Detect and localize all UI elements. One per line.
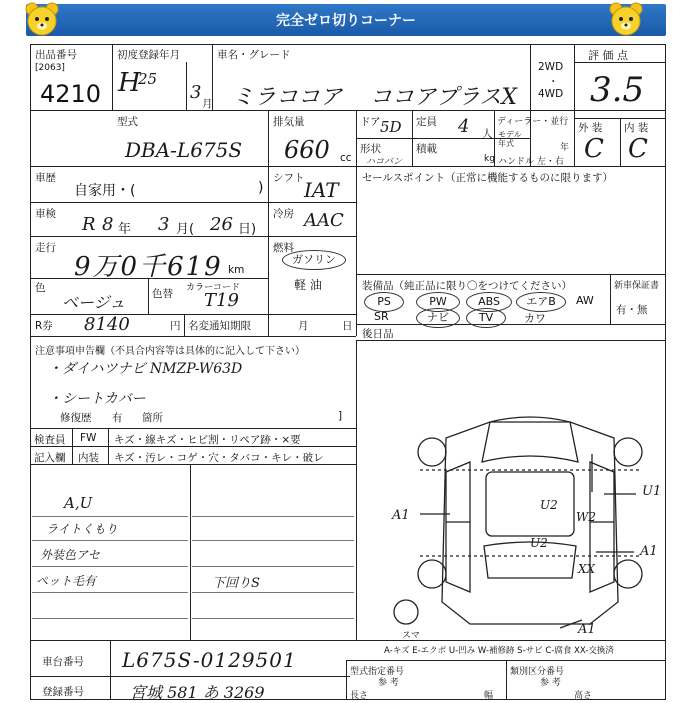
inspection-label: 車検	[35, 208, 56, 220]
divider	[356, 340, 666, 341]
dealer-label: ディーラー・並行	[497, 117, 569, 127]
divider	[184, 314, 185, 336]
usage: 自家用・(	[74, 183, 136, 199]
repair-place: 箇所	[142, 412, 163, 424]
divider	[72, 428, 73, 464]
car-name-label: 車名・グレード	[217, 49, 291, 61]
rule-line	[32, 516, 188, 517]
divider	[268, 166, 269, 336]
sales-points-label: セールスポイント（正常に機能するものに限ります）	[362, 172, 614, 184]
divider	[356, 324, 666, 325]
mark-u2-mid: U2	[530, 536, 548, 550]
divider	[30, 314, 356, 315]
inspection-day: 26	[210, 214, 233, 235]
ac: AAC	[304, 210, 344, 231]
fuel-diesel: 軽 油	[294, 278, 322, 292]
rule-line	[32, 540, 188, 541]
month-unit: 月	[202, 98, 213, 110]
car-name: ミラココア	[232, 85, 343, 110]
delivery-later-label: 後日品	[362, 328, 394, 340]
score-label: 評 価 点	[588, 49, 628, 62]
width-label: 幅	[484, 691, 494, 701]
shift: IAT	[304, 178, 339, 202]
model-year-label: モデル年式	[498, 130, 522, 148]
drive-dot: ・	[548, 76, 559, 88]
designated-number-label: 型式指定番号	[350, 667, 405, 677]
handwritten-note-2: ライトくもり	[46, 522, 118, 536]
divider	[506, 660, 507, 700]
first-registration-era: H	[118, 68, 141, 98]
divider	[30, 640, 666, 641]
score: 3.5	[590, 70, 645, 110]
exterior-grade: C	[584, 134, 604, 164]
handwritten-note-1: A,U	[64, 494, 93, 512]
fuel-gasoline-circled: ガソリン	[282, 250, 346, 270]
rule-line	[192, 592, 354, 593]
interior-label: 内 装	[624, 122, 649, 134]
day-unit: 日	[342, 320, 353, 332]
notes-label: 注意事項申告欄（不具合内容等は具体的に記入して下さい）	[35, 346, 305, 357]
mileage-label: 走行	[35, 242, 56, 254]
inspection-day-unit: 日)	[238, 222, 257, 237]
equipment-airbag: エアB	[516, 292, 566, 312]
year-unit: 年	[560, 143, 570, 153]
fw-row: キズ・線キズ・ヒビ割・リペア跡・×要	[114, 434, 301, 446]
door-label: ドア	[360, 116, 381, 128]
body-type: ハコバン	[366, 157, 403, 167]
divider	[30, 428, 356, 429]
model-label: 型式	[117, 116, 138, 128]
entry-label: 記入欄	[34, 452, 66, 464]
drive-4wd: 4WD	[538, 88, 564, 100]
mileage: 9万0千619	[74, 252, 223, 282]
drive-2wd: 2WD	[538, 61, 564, 73]
inspection-year-unit: 年	[118, 222, 132, 237]
divider	[190, 464, 191, 640]
inspection-year: 8	[102, 214, 114, 235]
color: ベージュ	[62, 293, 126, 312]
color-change-label: 色替	[152, 288, 173, 300]
notes-line-2: ・シートカバー	[48, 391, 146, 407]
rule-line	[192, 618, 354, 619]
month-unit: 月	[298, 320, 309, 332]
handwritten-note-3: 外装色アセ	[40, 548, 100, 562]
handle-label: ハンドル 左・右	[498, 157, 564, 167]
divider	[356, 274, 666, 275]
height-label: 高さ	[574, 691, 593, 701]
banner	[26, 4, 666, 36]
km-unit: km	[228, 264, 245, 276]
divider	[620, 118, 621, 166]
color-code-label: カラーコード	[186, 283, 241, 293]
equipment-abs: ABS	[466, 292, 512, 312]
equipment-sr: SR	[374, 310, 389, 323]
divider	[148, 278, 149, 314]
inspection-month: 3	[158, 214, 170, 235]
equipment-navi: ナビ	[416, 308, 460, 328]
mark-xx: XX	[578, 562, 596, 576]
divider	[530, 44, 531, 166]
first-registration-label: 初度登録年月	[117, 49, 180, 61]
bracket-close: ]	[338, 410, 343, 422]
mark-sma: スマ	[402, 631, 420, 641]
car-condition-diagram	[360, 342, 664, 638]
handwritten-note-4: ペット毛有	[36, 574, 97, 588]
ac-label: 冷房	[273, 208, 294, 220]
equipment-leather: カワ	[524, 312, 546, 325]
chassis-number: L675S-0129501	[122, 648, 297, 672]
exterior-label: 外 装	[578, 122, 603, 134]
first-registration-month: 3	[190, 82, 202, 103]
divider	[30, 166, 666, 167]
mark-a1-left: A1	[392, 508, 410, 523]
divider	[356, 340, 357, 640]
lot-number: 4210	[40, 80, 102, 108]
usage-close: )	[258, 180, 264, 196]
divider	[112, 44, 113, 110]
capacity-label: 定員	[416, 116, 437, 128]
color-code: T19	[204, 290, 239, 311]
divider	[356, 166, 357, 336]
category-number-label: 類別区分番号	[510, 667, 565, 677]
kg-unit: kg	[484, 154, 495, 164]
reference-label-1: 参 考	[378, 678, 399, 688]
bear-mascot-left-icon	[22, 0, 62, 40]
new-warranty-label: 新車保証書	[614, 281, 660, 291]
repair-history-label: 修復歴	[60, 412, 92, 424]
fuel-label: 燃料	[273, 242, 294, 254]
divider	[346, 660, 347, 700]
rule-line	[32, 566, 188, 567]
chassis-label: 車台番号	[42, 656, 84, 668]
divider	[30, 336, 356, 337]
usage-label: 車歴	[35, 172, 56, 184]
rule-line	[192, 540, 354, 541]
inspection-era: R	[82, 214, 96, 235]
interior-row-label: 内装	[78, 452, 99, 464]
cc-unit: cc	[340, 152, 352, 164]
mark-u1: U1	[642, 484, 662, 499]
rule-line	[32, 618, 188, 619]
shift-label: シフト	[273, 172, 305, 184]
equipment-ps: PS	[364, 292, 404, 312]
mark-a1-bottom: A1	[578, 622, 596, 637]
load-label: 積載	[416, 143, 437, 155]
color-label: 色	[35, 282, 46, 294]
bear-mascot-right-icon	[606, 0, 646, 40]
new-warranty-value: 有・無	[616, 304, 648, 316]
interior-grade: C	[628, 134, 648, 164]
banner-title: 完全ゼロ切りコーナー	[276, 13, 416, 29]
inspector-label: 検査員	[34, 434, 66, 446]
divider	[108, 428, 109, 464]
rule-line	[192, 566, 354, 567]
first-registration-year: 25	[138, 70, 158, 88]
lot-number-label: 出品番号	[35, 49, 77, 61]
mark-u2-top: U2	[540, 498, 558, 512]
displacement-label: 排気量	[273, 116, 305, 128]
damage-legend: A-キズ E-エクボ U-凹み W-補修跡 S-サビ C-腐食 XX-交換済	[384, 646, 614, 656]
recycle-label: R券	[35, 320, 53, 332]
person-unit: 人	[482, 128, 493, 140]
displacement: 660	[284, 136, 330, 164]
divider	[30, 676, 350, 677]
name-change-label: 名変通知期限	[188, 320, 251, 332]
divider	[110, 640, 111, 700]
door: 5D	[380, 118, 402, 136]
length-label: 長さ	[350, 691, 369, 701]
registration-label: 登録番号	[42, 686, 84, 698]
divider	[268, 110, 269, 166]
reference-label-2: 参 考	[540, 678, 561, 688]
capacity: 4	[458, 116, 470, 137]
divider	[30, 110, 666, 111]
yen-unit: 円	[170, 320, 181, 332]
divider	[610, 274, 611, 324]
equipment-aw: AW	[576, 294, 594, 307]
equipment-label: 装備品（純正品に限り〇をつけてください）	[362, 280, 572, 292]
notes-line-1: ・ダイハツナビ NMZP-W63D	[48, 361, 243, 377]
divider	[186, 62, 187, 110]
fw-label: FW	[80, 432, 97, 444]
grade: ココアプラスX	[370, 85, 518, 110]
divider	[30, 202, 356, 203]
registration-number: 宮城 581 あ 3269	[130, 683, 265, 702]
model: DBA-L675S	[125, 138, 243, 162]
mark-a1-right: A1	[640, 544, 658, 559]
rule-line	[32, 592, 188, 593]
equipment-tv: TV	[466, 308, 506, 328]
lot-sub-number: [2063]	[35, 63, 65, 73]
recycle-value: 8140	[84, 314, 130, 335]
handwritten-note-5: 下回りS	[212, 576, 260, 591]
interior-row: キズ・汚レ・コゲ・穴・タバコ・キレ・破レ	[114, 452, 324, 464]
rule-line	[192, 516, 354, 517]
inspection-month-unit: 月(	[176, 222, 195, 237]
equipment-pw: PW	[416, 292, 460, 312]
mark-w2: W2	[576, 510, 596, 524]
repair-history-value: 有	[112, 412, 123, 424]
body-label: 形状	[360, 143, 381, 155]
